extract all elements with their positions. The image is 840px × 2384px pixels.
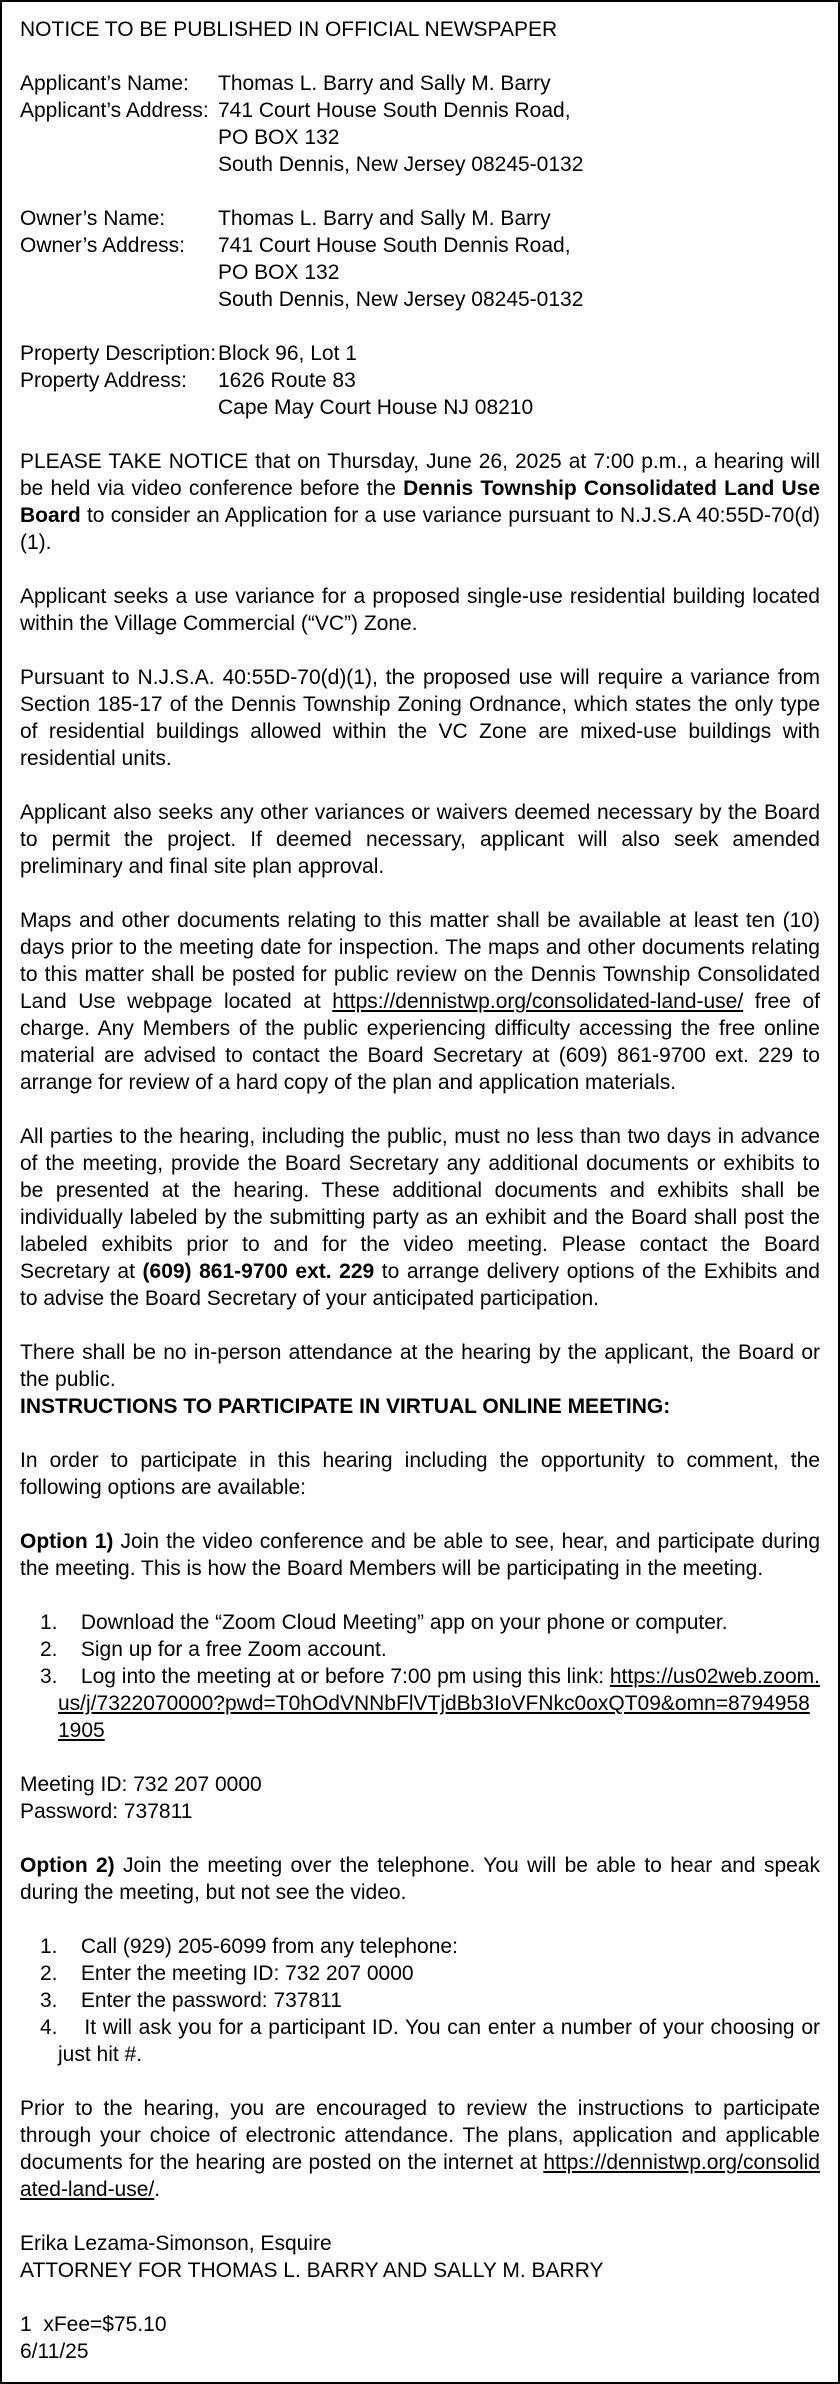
- notice-paragraph-waivers: Applicant also seeks any other variances or waivers deemed necessary by the Board to permit the project. If deemed necessary, applicant will also seek amended preliminary and final site plan approval.: [20, 801, 820, 878]
- notice-text: free of charge. Any Members of the public experiencing difficulty accessing the free online material are advised to contact the Board Secretary at (609) 861-9700 ext. 229 to arrange for review of a hard copy of the plan and application materials.: [20, 990, 820, 1094]
- applicant-address-row: [20, 97, 820, 178]
- meeting-password: Password: 737811: [20, 1800, 193, 1823]
- board-name: Dennis Township Consolidated Land Use Board: [20, 477, 821, 527]
- option-2-text: Join the meeting over the telephone. You will be able to hear and speak during the meeting, but not see the video.: [20, 1854, 820, 1904]
- list-item: 1. Call (929) 205-6099 from any telephone:: [40, 1935, 458, 1958]
- applicant-address: [218, 97, 820, 178]
- list-item: 3. Enter the password: 737811: [40, 1989, 342, 2012]
- instructions-intro: In order to participate in this hearing including the opportunity to comment, the following options are available:: [20, 1449, 820, 1499]
- notice-paragraph-attendance: There shall be no in-person attendance at the hearing by the applicant, the Board or the public.: [20, 1341, 820, 1391]
- owner-address: [218, 232, 820, 313]
- closing-text: Prior to the hearing, you are encouraged to review the instructions to participate through your choice of electronic attendance. The plans, application and applicable documents for the hearing are posted on the internet at: [20, 2097, 820, 2174]
- property-description: Block 96, Lot 1: [218, 342, 357, 365]
- notice-paragraph-exhibits: [20, 1123, 820, 1312]
- owner-address-line: South Dennis, New Jersey 08245-0132: [218, 288, 584, 311]
- applicant-address-label: Applicant’s Address:: [20, 99, 209, 122]
- closing-paragraph: [20, 2095, 820, 2203]
- property-address: [218, 367, 820, 421]
- notice-paragraph-variance: Applicant seeks a use variance for a proposed single-use residential building located within the Village Commercial (“VC”) Zone.: [20, 585, 820, 635]
- publication-date: 6/11/25: [20, 2340, 89, 2363]
- property-description-label: Property Description:: [20, 342, 217, 365]
- owner-name: Thomas L. Barry and Sally M. Barry: [218, 207, 551, 230]
- notice-paragraph-pursuant: Pursuant to N.J.S.A. 40:55D-70(d)(1), the proposed use will require a variance from Section 185-17 of the Dennis Township Zoning Ordnance, which states the only type of residential buildings allowed within the VC Zone are mixed-use buildings with residential units.: [20, 666, 820, 770]
- closing-text: .: [154, 2178, 161, 2201]
- notice-text: to arrange delivery options of the Exhibits and to advise the Board Secretary of your anticipated participation.: [20, 1260, 820, 1310]
- option-2: [20, 1852, 820, 1906]
- owner-address-line: 741 Court House South Dennis Road,: [218, 234, 571, 257]
- property-address-line: 1626 Route 83: [218, 369, 356, 392]
- option-1-label: Option 1): [20, 1530, 114, 1553]
- property-address-row: [20, 367, 820, 421]
- applicant-name-row: [20, 70, 820, 97]
- option-2-steps: [20, 1933, 820, 2068]
- applicant-address-line: 741 Court House South Dennis Road,: [218, 99, 571, 122]
- property-description-row: [20, 340, 820, 367]
- meeting-id: Meeting ID: 732 207 0000: [20, 1773, 262, 1796]
- applicant-address-line: PO BOX 132: [218, 126, 340, 149]
- notice-text: Maps and other documents relating to this matter shall be available at least ten (10) days prior to the meeting date for inspection. The maps and other documents relating to this matter shall be posted for public review on the Dennis Township Consolidated Land Use webpage located at: [20, 909, 820, 1013]
- property-address-label: Property Address:: [20, 369, 187, 392]
- owner-name-label: Owner’s Name:: [20, 207, 166, 230]
- property-address-line: Cape May Court House NJ 08210: [218, 396, 534, 419]
- notice-text: to consider an Application for a use variance pursuant to N.J.S.A 40:55D-70(d)(1).: [20, 504, 820, 554]
- list-item: 2. Enter the meeting ID: 732 207 0000: [40, 1962, 414, 1985]
- owner-address-line: PO BOX 132: [218, 261, 340, 284]
- option-2-label: Option 2): [20, 1854, 115, 1877]
- applicant-address-line: South Dennis, New Jersey 08245-0132: [218, 153, 584, 176]
- documents-link[interactable]: https://dennistwp.org/consolidated-land-use/: [20, 2151, 820, 2201]
- owner-address-row: [20, 232, 820, 313]
- board-secretary-phone: (609) 861-9700 ext. 229: [142, 1260, 375, 1283]
- step-text: 3. Log into the meeting at or before 7:00 pm using this link:: [40, 1665, 610, 1688]
- option-1-text: Join the video conference and be able to see, hear, and participate during the meeting. This is how the Board Members will be participating in the meeting.: [20, 1530, 820, 1580]
- instructions-heading: INSTRUCTIONS TO PARTICIPATE IN VIRTUAL ONLINE MEETING:: [20, 1395, 671, 1418]
- notice-header: NOTICE TO BE PUBLISHED IN OFFICIAL NEWSPAPER: [20, 18, 558, 41]
- notice-text: All parties to the hearing, including the public, must no less than two days in advance of the meeting, provide the Board Secretary any additional documents or exhibits to be presented at the hearing. These additional documents and exhibits shall be individually labeled by the submitting party as an exhibit and the Board shall post the labeled exhibits prior to and for the video meeting. Please contact the Board Secretary at: [20, 1125, 820, 1283]
- list-item: 2. Sign up for a free Zoom account.: [40, 1638, 387, 1661]
- owner-name-row: [20, 205, 820, 232]
- option-1: [20, 1528, 820, 1582]
- fee-line: 1 xFee=$75.10: [20, 2313, 167, 2336]
- signature-title: ATTORNEY FOR THOMAS L. BARRY AND SALLY M. BARRY: [20, 2259, 604, 2282]
- signature-name: Erika Lezama-Simonson, Esquire: [20, 2232, 332, 2255]
- applicant-name: Thomas L. Barry and Sally M. Barry: [218, 72, 551, 95]
- list-item: [20, 1663, 820, 1744]
- option-1-steps: [20, 1609, 820, 1744]
- land-use-link[interactable]: https://dennistwp.org/consolidated-land-use/: [332, 990, 744, 1013]
- list-item: 4. It will ask you for a participant ID. You can enter a number of your choosing or just hit #.: [40, 2016, 820, 2066]
- zoom-meeting-link[interactable]: https://us02web.zoom.us/j/7322070000?pwd=T0hOdVNNbFlVTjdBb3IoVFNkc0oxQT09&omn=87949581905: [58, 1665, 820, 1742]
- owner-address-label: Owner’s Address:: [20, 234, 185, 257]
- list-item: 1. Download the “Zoom Cloud Meeting” app on your phone or computer.: [40, 1611, 728, 1634]
- notice-paragraph-hearing: [20, 448, 820, 556]
- applicant-name-label: Applicant’s Name:: [20, 72, 189, 95]
- notice-text: PLEASE TAKE NOTICE that on Thursday, June 26, 2025 at 7:00 p.m., a hearing will be held via video conference before the: [20, 450, 820, 500]
- notice-paragraph-maps: [20, 907, 820, 1096]
